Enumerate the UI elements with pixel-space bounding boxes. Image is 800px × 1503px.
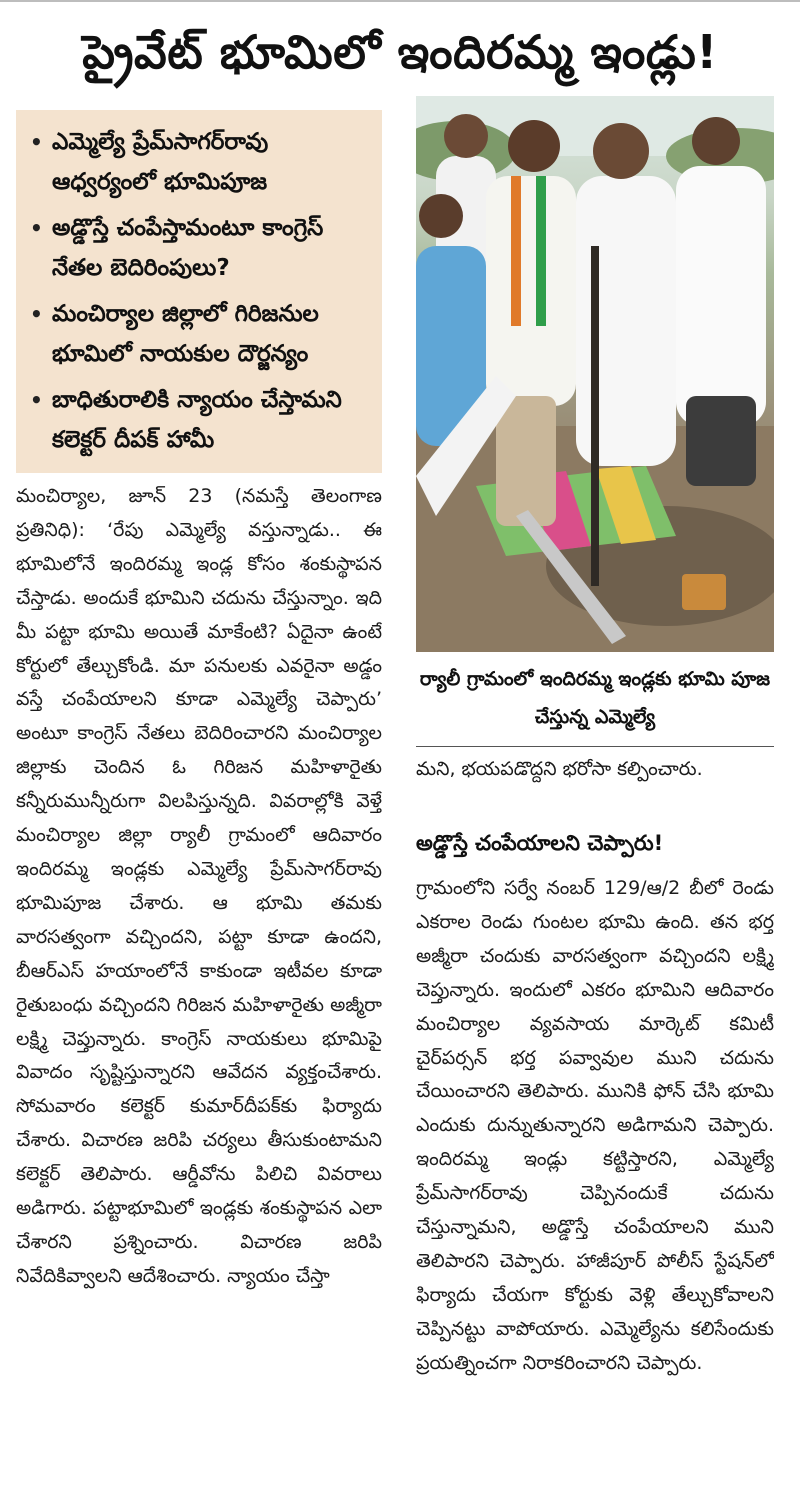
highlight-text: అడ్డొస్తే చంపేస్తామంటూ కాంగ్రెస్ నేతల బెదిరింపులు? <box>52 215 324 281</box>
photo-caption: ర్యాలీ గ్రామంలో ఇందిరమ్మ ఇండ్లకు భూమి పూజ చేస్తున్న ఎమ్మెల్యే <box>416 660 774 747</box>
bullet-icon: • <box>30 216 43 240</box>
highlights-box <box>16 110 382 473</box>
article-body-left: మంచిర్యాల, జూన్ 23 (నమస్తే తెలంగాణ ప్రతినిధి): ‘రేపు ఎమ్మెల్యే వస్తున్నాడు.. ఈ భూమిలోనే ఇందిరమ్మ ఇండ్ల కోసం శంకుస్థాపన చేస్తాడు. అందుకే భూమిని చదును చేస్తున్నాం. ఇది మీ పట్టా భూమి అయితే మాకేంటి? ఏదైనా ఉంటే కోర్టులో తేల్చుకోండి. మా పనులకు ఎవరైనా అడ్డం వస్తే చంపేయాలని కూడా ఎమ్మెల్యే చెప్పారు’ అంటూ కాంగ్రెస్ నేతలు బెదిరించారని మంచిర్యాల జిల్లాకు చెందిన ఓ గిరిజన మహిళారైతు కన్నీరుమున్నీరుగా విలపిస్తున్నది. వివరాల్లోకి వెళ్తే మంచిర్యాల జిల్లా ర్యాలీ గ్రామంలో ఆదివారం ఇందిరమ్మ ఇండ్లకు ఎమ్మెల్యే ప్రేమ్‌సాగర్‌రావు భూమిపూజ చేశారు. ఆ భూమి తమకు వారసత్వంగా వచ్చిందని, పట్టా కూడా ఉందని, బీఆర్‌ఎస్ హయాంలోనే కాకుండా ఇటీవల కూడా రైతుబంధు వచ్చిందని గిరిజన మహిళారైతు అజ్మీరా లక్ష్మి చెప్తున్నారు. కాంగ్రెస్ నాయకులు భూమిపై వివాదం సృష్టిస్తున్నారని ఆవేదన వ్యక్తంచేశారు. సోమవారం కలెక్టర్ కుమార్‌దీపక్‌కు ఫిర్యాదు చేశారు. విచారణ జరిపి చర్యలు తీసుకుంటామని కలెక్టర్ తెలిపారు. ఆర్డీవోను పిలిచి వివరాలు అడిగారు. పట్టాభూమిలో ఇండ్లకు శంకుస్థాపన ఎలా చేశారని ప్రశ్నించారు. విచారణ జరిపి నివేదికివ్వాలని ఆదేశించారు. న్యాయం చేస్తా <box>16 485 382 1287</box>
article-column-right <box>416 872 774 1492</box>
highlight-item <box>30 294 372 374</box>
news-photo <box>416 96 774 652</box>
photo-illustration <box>416 96 774 652</box>
bullet-icon: • <box>30 302 43 326</box>
article-column-left <box>16 480 382 1495</box>
section-subheading: అడ్డొస్తే చంపేయాలని చెప్పారు! <box>416 831 664 855</box>
article-body-right: గ్రామంలోని సర్వే నంబర్ 129/ఆ/2 బీలో రెండు ఎకరాల రెండు గుంటల భూమి ఉంది. తన భర్త అజ్మీరా చందుకు వారసత్వంగా వచ్చిందని లక్ష్మి చెప్తున్నారు. ఇందులో ఎకరం భూమిని ఆదివారం మంచిర్యాల వ్యవసాయ మార్కెట్ కమిటీ చైర్‌పర్సన్ భర్త పవ్వావుల ముని చదును చేయించారని తెలిపారు. మునికి ఫోన్ చేసి భూమి ఎందుకు దున్నుతున్నారని అడిగామని చెప్పారు. ఇందిరమ్మ ఇండ్లు కట్టిస్తారని, ఎమ్మెల్యే ప్రేమ్‌సాగర్‌రావు చెప్పినందుకే చదును చేస్తున్నామని, అడ్డొస్తే చంపేయాలని ముని తెలిపారని చెప్పారు. హాజీపూర్ పోలీస్ స్టేషన్‌లో ఫిర్యాదు చేయగా కోర్టుకు వెళ్లి తేల్చుకోవాలని చెప్పినట్టు వాపోయారు. ఎమ్మెల్యేను కలిసేందుకు ప్రయత్నించగా నిరాకరించారని చెప్పారు. <box>416 877 774 1374</box>
page-title: ప్రైవేట్ భూమిలో ఇందిరమ్మ ఇండ్లు! <box>82 25 718 79</box>
article-continuation: మని, భయపడొద్దని భరోసా కల్పించారు. <box>416 758 703 780</box>
highlight-text: బాధితురాలికి న్యాయం చేస్తామని కలెక్టర్ దీపక్ హామీ <box>52 387 342 453</box>
bullet-icon: • <box>30 130 43 154</box>
highlight-text: ఎమ్మెల్యే ప్రేమ్‌సాగర్‌రావు ఆధ్వర్యంలో భూమిపూజ <box>52 129 269 195</box>
highlight-item <box>30 122 372 202</box>
highlight-text: మంచిర్యాల జిల్లాలో గిరిజనుల భూమిలో నాయకుల దౌర్జన్యం <box>52 301 319 367</box>
highlight-item <box>30 380 372 460</box>
highlight-item <box>30 208 372 288</box>
bullet-icon: • <box>30 388 43 412</box>
top-rule <box>0 0 800 2</box>
